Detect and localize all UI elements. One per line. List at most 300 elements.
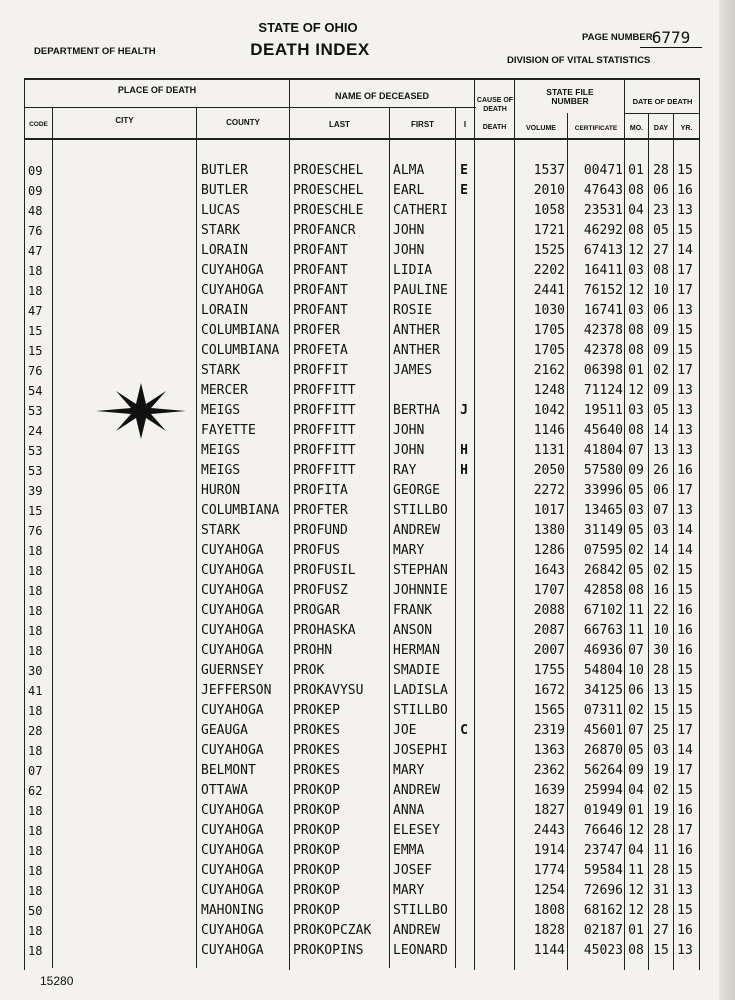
volume-cell: 2050 — [533, 463, 565, 478]
table-row — [0, 601, 735, 621]
code-cell: 18 — [28, 264, 43, 278]
table-row — [0, 701, 735, 721]
year-cell: 15 — [677, 563, 693, 578]
month-cell: 01 — [628, 363, 644, 378]
year-cell: 16 — [677, 183, 693, 198]
day-cell: 30 — [653, 643, 669, 658]
month-cell: 07 — [628, 443, 644, 458]
code-cell: 09 — [28, 184, 43, 198]
certificate-cell: 07595 — [583, 543, 623, 558]
last-name-cell: PROKOP — [293, 883, 340, 898]
first-name-cell: LIDIA — [393, 263, 433, 278]
division-label: DIVISION OF VITAL STATISTICS — [507, 55, 651, 66]
certificate-cell: 42378 — [583, 343, 623, 358]
volume-cell: 1030 — [533, 303, 565, 318]
code-cell: 24 — [28, 424, 43, 438]
page-number-label: PAGE NUMBER: — [582, 32, 656, 43]
last-name-cell: PROKES — [293, 763, 340, 778]
code-cell: 18 — [28, 584, 43, 598]
first-name-cell: ROSIE — [393, 303, 433, 318]
year-cell: 15 — [677, 903, 693, 918]
page-number-value: 6779 — [640, 28, 702, 48]
volume-cell: 1131 — [533, 443, 565, 458]
county-header: COUNTY — [226, 118, 260, 127]
county-cell: CUYAHOGA — [201, 543, 264, 558]
month-cell: 09 — [628, 463, 644, 478]
year-cell: 15 — [677, 683, 693, 698]
county-cell: GEAUGA — [201, 723, 248, 738]
last-name-cell: PROFER — [293, 323, 340, 338]
day-cell: 28 — [653, 663, 669, 678]
code-cell: 30 — [28, 664, 43, 678]
first-name-cell: ANDREW — [393, 783, 440, 798]
month-cell: 04 — [628, 843, 644, 858]
day-cell: 27 — [653, 243, 669, 258]
day-cell: 09 — [653, 383, 669, 398]
code-cell: 15 — [28, 344, 43, 358]
certificate-cell: 13465 — [583, 503, 623, 518]
initial-cell: J — [460, 403, 468, 418]
code-cell: 18 — [28, 944, 43, 958]
table-row — [0, 681, 735, 701]
day-cell: 06 — [653, 483, 669, 498]
year-cell: 15 — [677, 783, 693, 798]
death-header: DEATH — [482, 124, 507, 131]
first-name-cell: MARY — [393, 543, 425, 558]
first-name-cell: JOHN — [393, 423, 425, 438]
county-cell: JEFFERSON — [201, 683, 272, 698]
last-name-cell: PROHASKA — [293, 623, 356, 638]
last-name-cell: PROKOPCZAK — [293, 923, 372, 938]
day-cell: 15 — [653, 703, 669, 718]
month-cell: 05 — [628, 563, 644, 578]
year-cell: 14 — [677, 743, 693, 758]
volume-cell: 1363 — [533, 743, 565, 758]
certificate-cell: 23531 — [583, 203, 623, 218]
day-cell: 19 — [653, 763, 669, 778]
year-cell: 16 — [677, 923, 693, 938]
county-cell: MERCER — [201, 383, 248, 398]
month-cell: 08 — [628, 423, 644, 438]
volume-cell: 2087 — [533, 623, 565, 638]
code-cell: 18 — [28, 924, 43, 938]
code-cell: 50 — [28, 904, 43, 918]
month-cell: 11 — [628, 863, 644, 878]
day-cell: 15 — [653, 943, 669, 958]
day-cell: 13 — [653, 443, 669, 458]
code-cell: 15 — [28, 324, 43, 338]
county-cell: CUYAHOGA — [201, 883, 264, 898]
volume-cell: 2088 — [533, 603, 565, 618]
year-cell: 17 — [677, 283, 693, 298]
last-name-cell: PROFUND — [293, 523, 348, 538]
month-cell: 12 — [628, 283, 644, 298]
month-cell: 03 — [628, 303, 644, 318]
code-cell: 18 — [28, 844, 43, 858]
table-row — [0, 361, 735, 381]
day-cell: 07 — [653, 503, 669, 518]
table-row — [0, 761, 735, 781]
first-name-cell: ELESEY — [393, 823, 440, 838]
table-row — [0, 201, 735, 221]
code-cell: 47 — [28, 244, 43, 258]
month-cell: 11 — [628, 623, 644, 638]
county-cell: CUYAHOGA — [201, 863, 264, 878]
month-cell: 06 — [628, 683, 644, 698]
first-name-cell: JOSEF — [393, 863, 433, 878]
year-cell: 15 — [677, 703, 693, 718]
day-cell: 03 — [653, 743, 669, 758]
certificate-cell: 42378 — [583, 323, 623, 338]
certificate-cell: 57580 — [583, 463, 623, 478]
month-cell: 10 — [628, 663, 644, 678]
day-cell: 10 — [653, 283, 669, 298]
year-cell: 17 — [677, 483, 693, 498]
last-name-cell: PROFTER — [293, 503, 348, 518]
year-cell: 15 — [677, 323, 693, 338]
year-cell: 14 — [677, 243, 693, 258]
month-cell: 12 — [628, 243, 644, 258]
county-cell: CUYAHOGA — [201, 923, 264, 938]
county-cell: CUYAHOGA — [201, 263, 264, 278]
last-name-cell: PROFFITT — [293, 443, 356, 458]
day-cell: 09 — [653, 343, 669, 358]
code-cell: 28 — [28, 724, 43, 738]
day-cell: 28 — [653, 823, 669, 838]
month-cell: 08 — [628, 223, 644, 238]
month-cell: 03 — [628, 503, 644, 518]
last-name-cell: PROKOP — [293, 803, 340, 818]
volume-cell: 2010 — [533, 183, 565, 198]
code-cell: 18 — [28, 704, 43, 718]
volume-cell: 1914 — [533, 843, 565, 858]
month-cell: 12 — [628, 883, 644, 898]
initial-cell: C — [460, 723, 468, 738]
table-row — [0, 521, 735, 541]
first-name-cell: BERTHA — [393, 403, 440, 418]
last-name-cell: PROKES — [293, 723, 340, 738]
year-cell: 15 — [677, 863, 693, 878]
last-name-cell: PROFUSIL — [293, 563, 356, 578]
first-name-cell: FRANK — [393, 603, 433, 618]
month-cell: 09 — [628, 763, 644, 778]
table-row — [0, 401, 735, 421]
first-name-cell: SMADIE — [393, 663, 440, 678]
month-cell: 01 — [628, 163, 644, 178]
month-cell: 08 — [628, 943, 644, 958]
code-cell: 47 — [28, 304, 43, 318]
certificate-cell: 33996 — [583, 483, 623, 498]
year-cell: 13 — [677, 203, 693, 218]
day-cell: 23 — [653, 203, 669, 218]
last-name-cell: PROFFITT — [293, 423, 356, 438]
header-bottom-border — [24, 138, 700, 140]
table-row — [0, 821, 735, 841]
last-name-cell: PROFANT — [293, 283, 348, 298]
code-cell: 18 — [28, 284, 43, 298]
volume-cell: 1643 — [533, 563, 565, 578]
month-cell: 05 — [628, 483, 644, 498]
volume-cell: 1537 — [533, 163, 565, 178]
year-cell: 13 — [677, 443, 693, 458]
year-cell: 13 — [677, 403, 693, 418]
last-name-header: LAST — [329, 120, 350, 129]
volume-cell: 1565 — [533, 703, 565, 718]
month-cell: 11 — [628, 603, 644, 618]
year-cell: 15 — [677, 223, 693, 238]
month-cell: 08 — [628, 343, 644, 358]
last-name-cell: PROKOP — [293, 863, 340, 878]
certificate-cell: 54804 — [583, 663, 623, 678]
last-name-cell: PROFANT — [293, 263, 348, 278]
code-cell: 18 — [28, 744, 43, 758]
month-cell: 03 — [628, 403, 644, 418]
last-name-cell: PROHN — [293, 643, 333, 658]
month-cell: 03 — [628, 263, 644, 278]
volume-cell: 1146 — [533, 423, 565, 438]
table-row — [0, 541, 735, 561]
table-row — [0, 621, 735, 641]
county-cell: CUYAHOGA — [201, 703, 264, 718]
first-name-cell: ANTHER — [393, 343, 440, 358]
code-cell: 18 — [28, 804, 43, 818]
year-header: YR. — [680, 125, 693, 132]
table-row — [0, 941, 735, 961]
volume-cell: 1707 — [533, 583, 565, 598]
first-name-cell: ANTHER — [393, 323, 440, 338]
first-name-cell: STEPHAN — [393, 563, 448, 578]
county-cell: CUYAHOGA — [201, 603, 264, 618]
year-cell: 13 — [677, 383, 693, 398]
code-cell: 09 — [28, 164, 43, 178]
year-cell: 17 — [677, 823, 693, 838]
last-name-cell: PROFFITT — [293, 403, 356, 418]
day-cell: 02 — [653, 783, 669, 798]
day-cell: 25 — [653, 723, 669, 738]
county-cell: FAYETTE — [201, 423, 256, 438]
year-cell: 13 — [677, 423, 693, 438]
year-cell: 17 — [677, 723, 693, 738]
day-cell: 19 — [653, 803, 669, 818]
certificate-cell: 06398 — [583, 363, 623, 378]
certificate-cell: 07311 — [583, 703, 623, 718]
last-name-cell: PROFITA — [293, 483, 348, 498]
last-name-cell: PROGAR — [293, 603, 340, 618]
first-name-cell: RAY — [393, 463, 417, 478]
certificate-cell: 47643 — [583, 183, 623, 198]
table-row — [0, 561, 735, 581]
year-cell: 14 — [677, 543, 693, 558]
group-header-divider — [24, 107, 476, 108]
volume-cell: 1705 — [533, 323, 565, 338]
volume-header: VOLUME — [526, 125, 556, 132]
day-cell: 14 — [653, 423, 669, 438]
volume-cell: 1639 — [533, 783, 565, 798]
table-row — [0, 321, 735, 341]
last-name-cell: PROKOP — [293, 843, 340, 858]
initial-cell: E — [460, 163, 468, 178]
volume-cell: 1525 — [533, 243, 565, 258]
code-cell: 18 — [28, 884, 43, 898]
first-name-cell: EMMA — [393, 843, 425, 858]
table-row — [0, 581, 735, 601]
code-cell: 18 — [28, 864, 43, 878]
volume-cell: 2202 — [533, 263, 565, 278]
first-name-cell: JAMES — [393, 363, 433, 378]
county-cell: STARK — [201, 523, 241, 538]
day-cell: 09 — [653, 323, 669, 338]
date-header-divider — [625, 113, 700, 114]
code-cell: 18 — [28, 824, 43, 838]
table-row — [0, 801, 735, 821]
county-cell: BELMONT — [201, 763, 256, 778]
code-header: CODE — [29, 121, 48, 128]
code-cell: 76 — [28, 364, 43, 378]
code-cell: 53 — [28, 464, 43, 478]
certificate-cell: 56264 — [583, 763, 623, 778]
first-name-cell: ANSON — [393, 623, 433, 638]
month-cell: 12 — [628, 383, 644, 398]
volume-cell: 1254 — [533, 883, 565, 898]
last-name-cell: PROK — [293, 663, 325, 678]
table-row — [0, 441, 735, 461]
day-cell: 05 — [653, 403, 669, 418]
certificate-cell: 46936 — [583, 643, 623, 658]
first-name-cell: LADISLA — [393, 683, 448, 698]
volume-cell: 1755 — [533, 663, 565, 678]
county-cell: BUTLER — [201, 163, 248, 178]
day-cell: 28 — [653, 163, 669, 178]
day-cell: 02 — [653, 363, 669, 378]
table-row — [0, 281, 735, 301]
table-row — [0, 781, 735, 801]
certificate-cell: 31149 — [583, 523, 623, 538]
first-name-cell: PAULINE — [393, 283, 448, 298]
last-name-cell: PROFANT — [293, 243, 348, 258]
month-header: MO. — [629, 125, 644, 132]
certificate-cell: 16741 — [583, 303, 623, 318]
table-row — [0, 421, 735, 441]
table-row — [0, 921, 735, 941]
year-cell: 17 — [677, 363, 693, 378]
certificate-cell: 42858 — [583, 583, 623, 598]
first-name-cell: JOHN — [393, 243, 425, 258]
page-title: DEATH INDEX — [250, 40, 370, 59]
month-cell: 08 — [628, 183, 644, 198]
table-row — [0, 241, 735, 261]
county-cell: CUYAHOGA — [201, 623, 264, 638]
month-cell: 08 — [628, 583, 644, 598]
volume-cell: 2007 — [533, 643, 565, 658]
table-row — [0, 841, 735, 861]
last-name-cell: PROFANT — [293, 303, 348, 318]
volume-cell: 1144 — [533, 943, 565, 958]
volume-cell: 1286 — [533, 543, 565, 558]
volume-cell: 1774 — [533, 863, 565, 878]
certificate-cell: 59584 — [583, 863, 623, 878]
year-cell: 13 — [677, 503, 693, 518]
county-cell: BUTLER — [201, 183, 248, 198]
county-cell: COLUMBIANA — [201, 503, 280, 518]
place-of-death-header: PLACE OF DEATH — [117, 85, 197, 95]
code-cell: 48 — [28, 204, 43, 218]
city-header: CITY — [115, 116, 134, 125]
table-row — [0, 661, 735, 681]
first-name-cell: STILLBO — [393, 703, 448, 718]
code-cell: 18 — [28, 644, 43, 658]
first-name-header: FIRST — [410, 120, 435, 129]
table-row — [0, 721, 735, 741]
table-row — [0, 221, 735, 241]
volume-cell: 2272 — [533, 483, 565, 498]
volume-cell: 1248 — [533, 383, 565, 398]
day-cell: 08 — [653, 263, 669, 278]
last-name-cell: PROESCHEL — [293, 183, 364, 198]
day-cell: 28 — [653, 903, 669, 918]
county-cell: MEIGS — [201, 463, 241, 478]
certificate-cell: 00471 — [583, 163, 623, 178]
county-cell: OTTAWA — [201, 783, 248, 798]
last-name-cell: PROKOP — [293, 783, 340, 798]
table-row — [0, 301, 735, 321]
month-cell: 04 — [628, 203, 644, 218]
first-name-cell: JOE — [393, 723, 417, 738]
county-cell: CUYAHOGA — [201, 823, 264, 838]
day-cell: 14 — [653, 543, 669, 558]
year-cell: 17 — [677, 763, 693, 778]
last-name-cell: PROKAVYSU — [293, 683, 364, 698]
last-name-cell: PROFUS — [293, 543, 340, 558]
table-row — [0, 461, 735, 481]
year-cell: 15 — [677, 663, 693, 678]
day-cell: 22 — [653, 603, 669, 618]
certificate-cell: 45601 — [583, 723, 623, 738]
table-row — [0, 741, 735, 761]
volume-cell: 1042 — [533, 403, 565, 418]
month-cell: 02 — [628, 703, 644, 718]
month-cell: 01 — [628, 803, 644, 818]
last-name-cell: PROESCHLE — [293, 203, 364, 218]
code-cell: 53 — [28, 444, 43, 458]
day-cell: 02 — [653, 563, 669, 578]
last-name-cell: PROFFIT — [293, 363, 348, 378]
certificate-header: CERTIFICATE — [574, 125, 618, 132]
county-cell: LORAIN — [201, 303, 248, 318]
certificate-cell: 34125 — [583, 683, 623, 698]
last-name-cell: PROKEP — [293, 703, 340, 718]
certificate-cell: 26870 — [583, 743, 623, 758]
code-cell: 54 — [28, 384, 43, 398]
month-cell: 07 — [628, 643, 644, 658]
first-name-cell: CATHERI — [393, 203, 448, 218]
month-cell: 07 — [628, 723, 644, 738]
page-edge-shadow — [719, 0, 735, 1000]
volume-cell: 2362 — [533, 763, 565, 778]
day-cell: 06 — [653, 303, 669, 318]
year-cell: 13 — [677, 883, 693, 898]
volume-cell: 1828 — [533, 923, 565, 938]
initial-header: I — [463, 120, 467, 129]
year-cell: 13 — [677, 943, 693, 958]
first-name-cell: EARL — [393, 183, 425, 198]
code-cell: 18 — [28, 604, 43, 618]
code-cell: 15 — [28, 504, 43, 518]
county-cell: CUYAHOGA — [201, 643, 264, 658]
first-name-cell: GEORGE — [393, 483, 440, 498]
certificate-cell: 66763 — [583, 623, 623, 638]
day-cell: 11 — [653, 843, 669, 858]
certificate-cell: 23747 — [583, 843, 623, 858]
